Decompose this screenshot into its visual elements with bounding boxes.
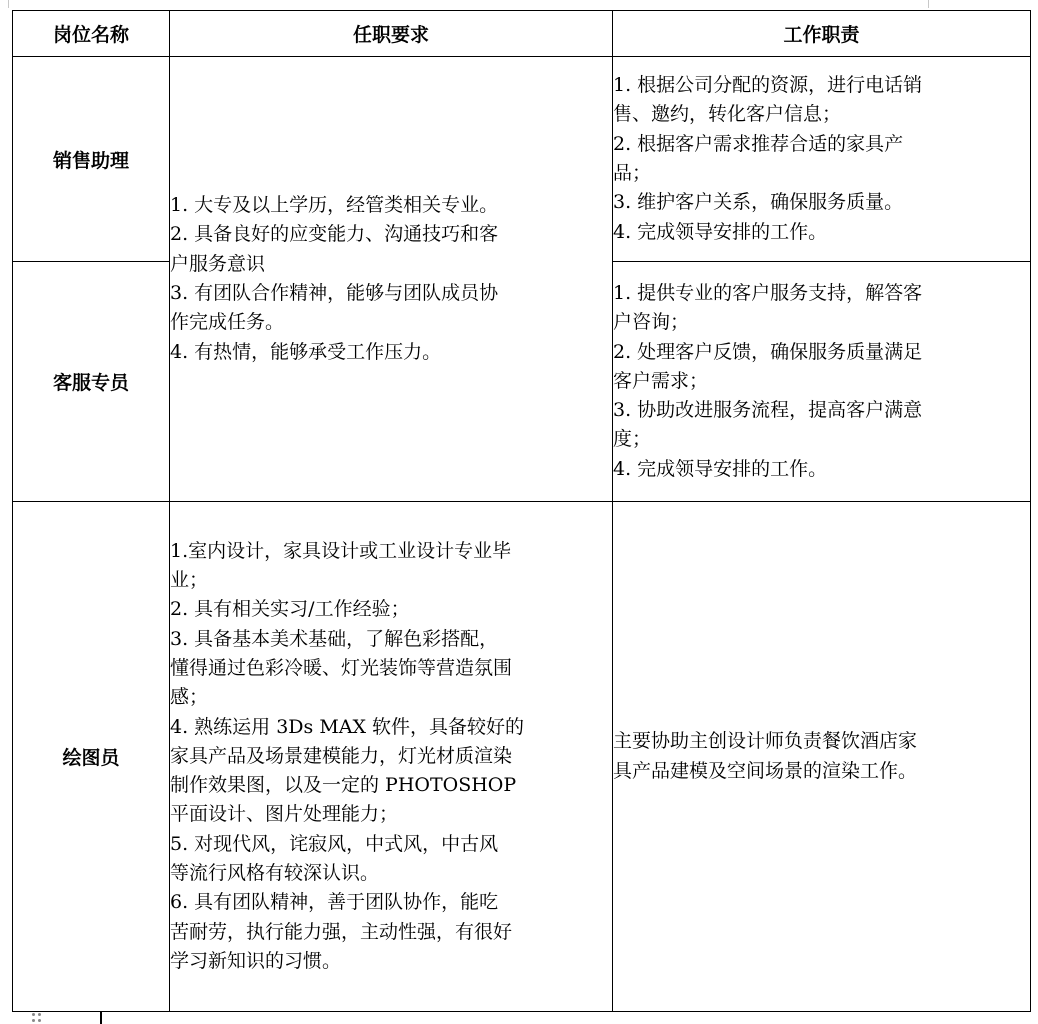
- table-row: [13, 502, 1031, 1012]
- requirement-line: 感；: [170, 686, 209, 709]
- requirement-line: 平面设计、图片处理能力；: [170, 803, 399, 826]
- job-positions-table: [12, 10, 1031, 1012]
- duties-cell: [613, 502, 1031, 1012]
- duty-line: 2. 根据客户需求推荐合适的家具产: [613, 132, 904, 155]
- requirements-cell: [170, 57, 613, 502]
- requirement-line: 3. 具备基本美术基础，了解色彩搭配，: [170, 627, 499, 650]
- position-name: 销售助理: [13, 57, 170, 262]
- table-header-row: [13, 11, 1031, 57]
- requirement-line: 2. 具备良好的应变能力、沟通技巧和客: [170, 223, 499, 246]
- duty-line: 2. 处理客户反馈，确保服务质量满足: [613, 340, 923, 363]
- duties-cell: [613, 262, 1031, 502]
- requirement-line: 3. 有团队合作精神，能够与团队成员协: [170, 282, 499, 304]
- requirement-line: 4. 有热情，能够承受工作压力。: [170, 340, 442, 363]
- duty-line: 具产品建模及空间场景的渲染工作。: [613, 759, 918, 782]
- requirements-cell: [170, 502, 613, 1012]
- duty-line: 4. 完成领导安排的工作。: [613, 220, 828, 243]
- requirement-line: 懂得通过色彩冷暖、灯光装饰等营造氛围: [170, 656, 513, 679]
- duties-cell: [613, 57, 1031, 262]
- duty-line: 品；: [613, 162, 652, 184]
- requirement-line: 1. 大专及以上学历，经管类相关专业。: [170, 194, 499, 217]
- requirement-line: 1.室内设计，家具设计或工业设计专业毕: [170, 539, 512, 562]
- duty-line: 售、邀约，转化客户信息；: [613, 103, 842, 126]
- requirement-line: 制作效果图，以及一定的 PHOTOSHOP: [170, 774, 517, 797]
- requirement-line: 苦耐劳，执行能力强，主动性强，有很好: [170, 920, 513, 943]
- text-cursor: [100, 1012, 102, 1024]
- position-name: 绘图员: [13, 502, 170, 1012]
- duty-line: 1. 根据公司分配的资源，进行电话销: [613, 74, 923, 97]
- requirement-line: 家具产品及场景建模能力，灯光材质渲染: [170, 744, 513, 767]
- requirement-line: 2. 具有相关实习/工作经验；: [170, 598, 410, 621]
- duty-line: 3. 维护客户关系，确保服务质量。: [613, 191, 904, 214]
- requirement-line: 学习新知识的习惯。: [170, 949, 342, 972]
- duty-line: 户咨询；: [613, 311, 690, 334]
- page-corner-mark: [928, 0, 935, 8]
- table-row: [13, 57, 1031, 262]
- requirement-line: 6. 具有团队精神，善于团队协作，能吃: [170, 891, 499, 914]
- requirement-line: 等流行风格有较深认识。: [170, 862, 380, 885]
- requirement-line: 户服务意识: [170, 252, 266, 275]
- duty-line: 主要协助主创设计师负责餐饮酒店家: [613, 730, 918, 753]
- table-drag-handle-icon[interactable]: [32, 1013, 46, 1023]
- requirement-line: 业；: [170, 569, 209, 592]
- page-corner-mark: [0, 0, 9, 8]
- duty-line: 度；: [613, 428, 652, 451]
- position-name: 客服专员: [13, 262, 170, 502]
- header-requirements: 任职要求: [170, 11, 613, 57]
- header-duties: 工作职责: [613, 11, 1031, 57]
- duty-line: 3. 协助改进服务流程，提高客户满意: [613, 399, 923, 422]
- duty-line: 1. 提供专业的客户服务支持，解答客: [613, 281, 923, 304]
- duty-line: 4. 完成领导安排的工作。: [613, 457, 828, 480]
- requirement-line: 4. 熟练运用 3Ds MAX 软件，具备较好的: [170, 715, 525, 738]
- requirement-line: 作完成任务。: [170, 311, 285, 334]
- requirement-line: 5. 对现代风，诧寂风，中式风，中古风: [170, 832, 499, 855]
- duty-line: 客户需求；: [613, 369, 709, 392]
- header-position: 岗位名称: [13, 11, 170, 57]
